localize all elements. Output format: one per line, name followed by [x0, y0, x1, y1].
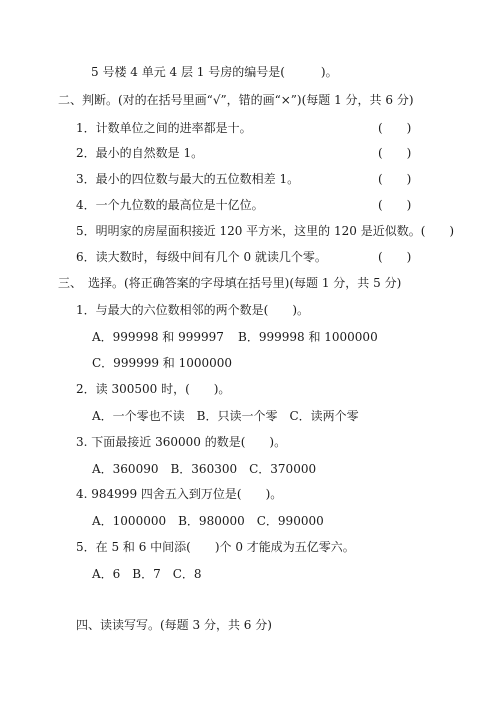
choice-question-3: 3. 下面最接近 360000 的数是( )。 — [76, 435, 287, 449]
section-heading-choice: 三、 选择。(将正确答案的字母填在括号里)(每题 1 分，共 5 分) — [58, 276, 402, 290]
judgment-answer-blank-6[interactable]: ( ) — [378, 250, 412, 264]
choice-question-2: 2．读 300500 时，( )。 — [76, 382, 231, 396]
judgment-item-5: 5．明明家的房屋面积接近 120 平方米，这里的 120 是近似数。( ) — [76, 224, 455, 238]
judgment-item-1: 1．计数单位之间的进率都是十。 — [76, 121, 252, 135]
choice-question-1: 1．与最大的六位数相邻的两个数是( )。 — [76, 303, 309, 317]
judgment-item-4: 4．一个九位数的最高位是十亿位。 — [76, 198, 264, 212]
question-line-building-number: 5 号楼 4 单元 4 层 1 号房的编号是( )。 — [91, 65, 338, 79]
section-heading-read-write: 四、读读写写。(每题 3 分，共 6 分) — [76, 618, 272, 632]
judgment-answer-blank-4[interactable]: ( ) — [378, 198, 412, 212]
choice-q4-options: A．1000000 B．980000 C．990000 — [92, 514, 324, 528]
choice-q1-option-a: A．999998 和 999997 — [92, 330, 224, 344]
judgment-answer-blank-3[interactable]: ( ) — [378, 172, 412, 186]
choice-question-5: 5．在 5 和 6 中间添( )个 0 才能成为五亿零六。 — [76, 540, 355, 554]
choice-question-4: 4. 984999 四舍五入到万位是( )。 — [76, 487, 283, 501]
choice-q2-options: A．一个零也不读 B．只读一个零 C．读两个零 — [92, 409, 359, 423]
choice-q3-options: A．360090 B．360300 C．370000 — [92, 462, 317, 476]
judgment-answer-blank-2[interactable]: ( ) — [378, 146, 412, 160]
judgment-item-2: 2．最小的自然数是 1。 — [76, 146, 204, 160]
judgment-item-6: 6．读大数时，每级中间有几个 0 就读几个零。 — [76, 250, 327, 264]
choice-q5-options: A．6 B．7 C．8 — [92, 567, 202, 581]
choice-q1-option-b: B．999998 和 1000000 — [238, 330, 378, 344]
choice-q1-option-c: C．999999 和 1000000 — [92, 356, 233, 370]
section-heading-judgment: 二、判断。(对的在括号里画“√”，错的画“×”)(每题 1 分，共 6 分) — [58, 93, 414, 107]
judgment-item-3: 3．最小的四位数与最大的五位数相差 1。 — [76, 172, 300, 186]
judgment-answer-blank-1[interactable]: ( ) — [378, 121, 412, 135]
